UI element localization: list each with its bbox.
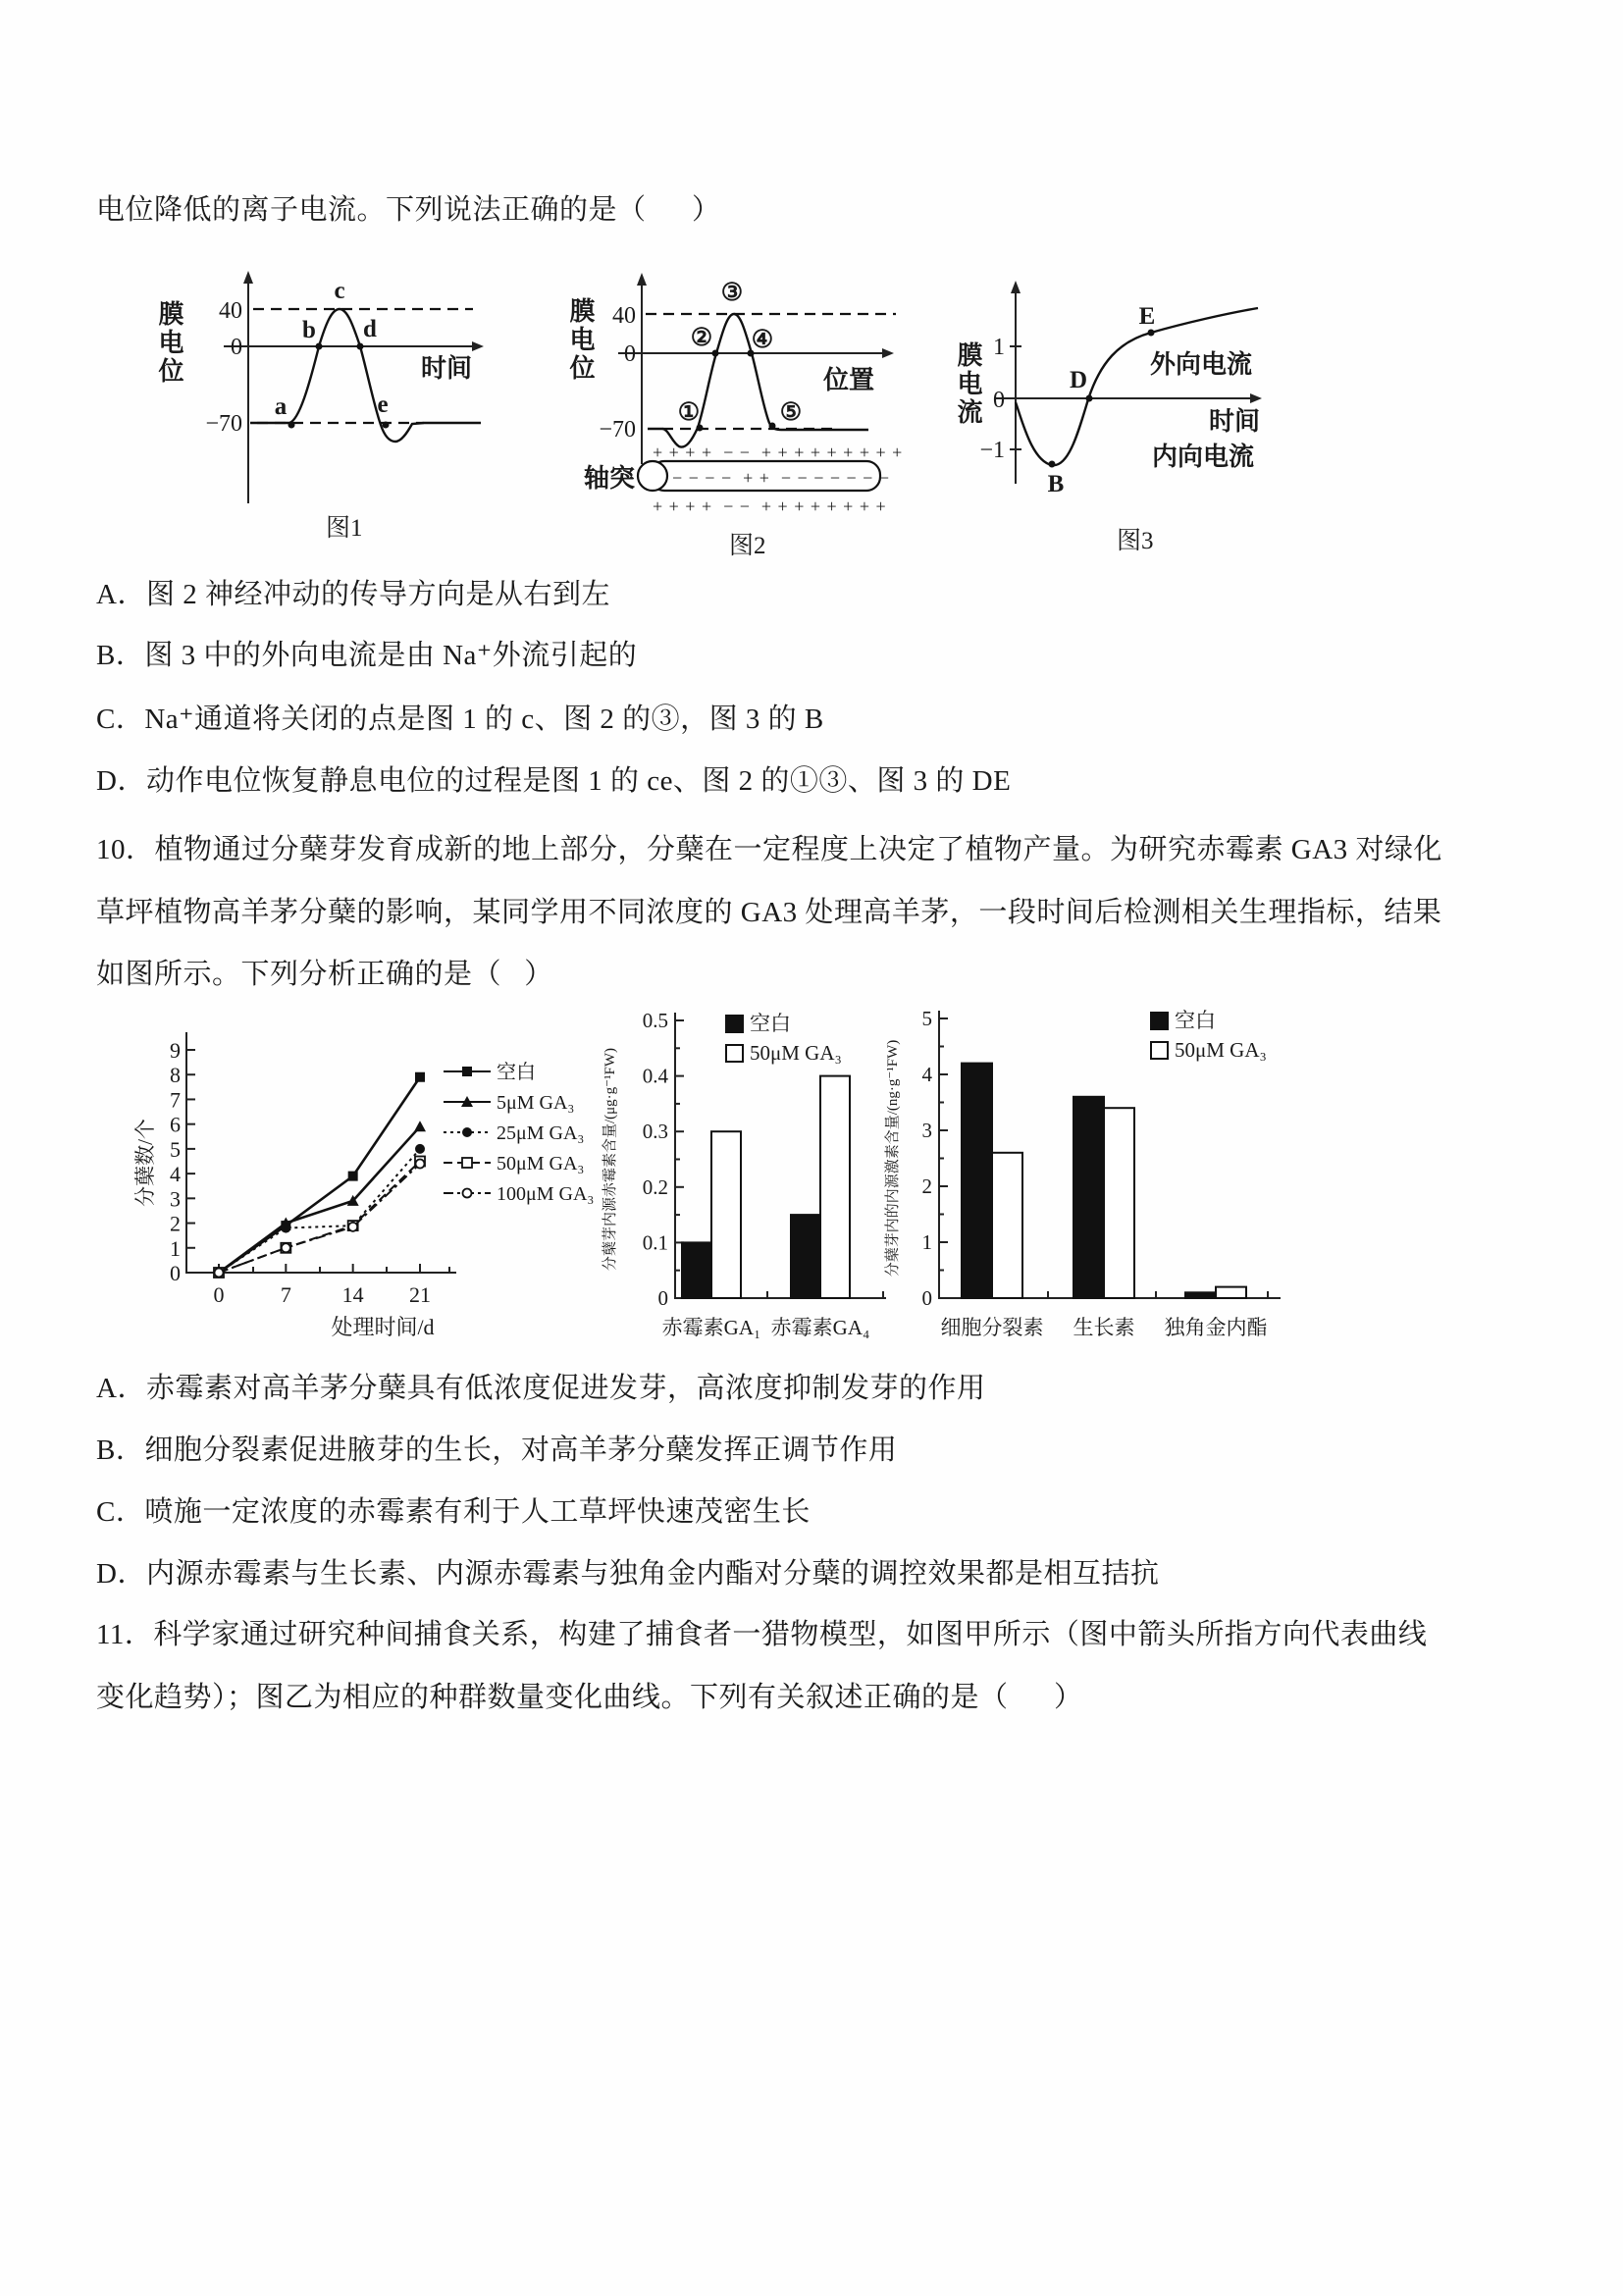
- legend-swatch: [726, 1016, 743, 1032]
- y-tick-label: 9: [170, 1038, 181, 1063]
- fig3-tick-1: 1: [993, 335, 1005, 360]
- legend-swatch: [1151, 1042, 1168, 1059]
- bar-50μM GA₃-0: [711, 1131, 741, 1298]
- y-tick-label: 7: [170, 1087, 181, 1113]
- q11-stem-line-2: 变化趋势）；图乙为相应的种群数量变化曲线。下列有关叙述正确的是（ ）: [96, 1682, 1083, 1713]
- fig1-tick-minus70: −70: [205, 411, 242, 437]
- q10-stem-line-2: 草坪植物高羊茅分蘖的影响，某同学用不同浓度的 GA3 处理高羊茅，一段时间后检测相关生理指标，结果: [96, 897, 1442, 928]
- fig1-point-c: c: [334, 278, 345, 304]
- fig1-tick-0: 0: [231, 335, 242, 360]
- y-tick-label: 8: [170, 1063, 181, 1088]
- category-label: 独角金内酯: [1164, 1316, 1268, 1339]
- legend-label: 空白: [750, 1012, 791, 1035]
- q11-stem-line-1: 11．科学家通过研究种间捕食关系，构建了捕食者一猎物模型，如图甲所示（图中箭头所指方向代表曲线: [96, 1619, 1428, 1650]
- y-axis-label: 分蘖芽内的内源激素含量/(ng·g⁻¹FW): [885, 1039, 901, 1278]
- fig1-point-b: b: [302, 317, 316, 343]
- category-label: 生长素: [1073, 1316, 1135, 1339]
- x-tick-label: 7: [280, 1282, 291, 1307]
- legend-label: 25μM GA₃: [497, 1122, 585, 1144]
- y-tick-label: 0.4: [642, 1064, 668, 1088]
- y-tick-label: 2: [170, 1211, 181, 1236]
- bar-50μM GA₃-1: [1104, 1108, 1134, 1298]
- marker-filled-square: [415, 1072, 425, 1082]
- fig1-curve-dots: [288, 343, 390, 429]
- fig1-point-a: a: [274, 393, 288, 420]
- fig3-dot-E: [1148, 330, 1155, 337]
- bar-50μM GA₃-2: [1216, 1287, 1246, 1298]
- fig1-y-axis-arrow: [243, 271, 253, 284]
- x-tick-label: 21: [409, 1282, 431, 1307]
- fig1-dot-d: [357, 343, 364, 350]
- fig2-x-axis-arrow: [882, 348, 894, 358]
- fig2-point-4: ④: [751, 327, 774, 353]
- figure-3-membrane-current-vs-time: [922, 263, 1315, 557]
- marker-filled-square: [462, 1067, 472, 1076]
- fig3-tick-0: 0: [993, 388, 1005, 413]
- fig2-tick-0: 0: [624, 341, 636, 367]
- fig1-x-axis-label: 时间: [420, 354, 473, 383]
- legend-label: 100μM GA₃: [497, 1183, 595, 1205]
- q10-option-a: A．赤霉素对高羊茅分蘖具有低浓度促进发芽，高浓度抑制发芽的作用: [96, 1373, 986, 1404]
- bar-50μM GA₃-1: [820, 1076, 850, 1298]
- legend-label: 50μM GA₃: [497, 1153, 585, 1174]
- y-tick-label: 1: [170, 1235, 181, 1261]
- fig1-dot-b: [316, 343, 323, 350]
- y-tick-label: 3: [921, 1119, 932, 1142]
- x-tick-label: 0: [213, 1282, 225, 1307]
- fig2-dot-2: [712, 350, 719, 357]
- fig2-y-axis-label: 膜电位: [566, 297, 595, 383]
- fig2-y-axis-arrow: [637, 273, 647, 286]
- chart-tiller-number-line-chart: [98, 1001, 608, 1344]
- q9-option-a: A．图 2 神经冲动的传导方向是从右到左: [96, 579, 610, 610]
- x-tick-label: 14: [341, 1282, 364, 1307]
- y-tick-label: 0: [657, 1286, 668, 1310]
- q10-option-b: B．细胞分裂素促进腋芽的生长，对高羊茅分蘖发挥正调节作用: [96, 1435, 898, 1466]
- y-tick-label: 0.1: [642, 1230, 668, 1255]
- category-label: 赤霉素GA₁: [661, 1316, 761, 1339]
- fig2-axon-end-cap: [638, 461, 667, 491]
- bar-空白-1: [1073, 1097, 1104, 1298]
- bar-空白-0: [962, 1064, 992, 1298]
- marker-filled-circle: [281, 1224, 290, 1233]
- fig3-caption: 图3: [1117, 528, 1154, 554]
- y-tick-label: 4: [921, 1063, 932, 1086]
- legend-label: 5μM GA₃: [497, 1092, 575, 1114]
- y-tick-label: 0.2: [642, 1174, 668, 1199]
- marker-open-circle: [416, 1160, 425, 1169]
- fig3-x-axis-arrow: [1250, 393, 1262, 403]
- line-chart-svg: [98, 1001, 608, 1344]
- bar-chart-1-svg: [589, 996, 913, 1354]
- y-tick-label: 0: [921, 1286, 932, 1310]
- bar-空白-0: [682, 1242, 711, 1298]
- marker-open-circle: [463, 1189, 472, 1198]
- x-axis-label: 处理时间/d: [331, 1315, 435, 1339]
- fig1-point-e: e: [377, 391, 389, 418]
- y-axis-label: 分蘖数/个: [133, 1119, 157, 1207]
- legend-label: 50μM GA₃: [750, 1041, 842, 1065]
- fig2-point-2: ②: [690, 325, 713, 351]
- fig2-charges-above: + + + + − − + + + + + + + + +: [653, 443, 904, 462]
- marker-open-circle: [348, 1223, 357, 1231]
- y-axis-label: 分蘖芽内源赤霉素含量/(μg·g⁻¹FW): [602, 1047, 618, 1272]
- y-tick-label: 4: [170, 1162, 181, 1187]
- marker-open-square: [462, 1158, 472, 1168]
- y-tick-label: 1: [921, 1230, 932, 1254]
- series-line-0: [219, 1077, 420, 1273]
- marker-filled-circle: [462, 1127, 472, 1137]
- category-label: 赤霉素GA₄: [770, 1316, 870, 1339]
- fig2-tick-40: 40: [612, 303, 636, 329]
- q9-option-b: B．图 3 中的外向电流是由 Na⁺外流引起的: [96, 640, 638, 671]
- chart-hormone-content-bar-chart: [873, 996, 1374, 1354]
- y-tick-label: 0.5: [642, 1009, 668, 1032]
- fig1-y-axis-label: 膜电位: [155, 300, 183, 386]
- q9-option-d: D．动作电位恢复静息电位的过程是图 1 的 ce、图 2 的①③、图 3 的 DE: [96, 765, 1012, 797]
- bar-空白-2: [1185, 1292, 1216, 1298]
- fig1-dot-a: [288, 422, 295, 429]
- y-tick-label: 2: [921, 1174, 932, 1198]
- fig2-dot-5: [769, 423, 776, 430]
- legend-label: 50μM GA₃: [1175, 1038, 1267, 1062]
- fig3-point-B: B: [1047, 471, 1065, 497]
- q9-option-c: C．Na⁺通道将关闭的点是图 1 的 c、图 2 的③，图 3 的 B: [96, 704, 824, 735]
- fig3-point-D: D: [1069, 367, 1088, 393]
- series-line-4: [219, 1164, 420, 1273]
- fig2-axon-label: 轴突: [584, 464, 636, 493]
- marker-open-circle: [282, 1243, 290, 1252]
- figure-1-membrane-potential-vs-time: [98, 263, 520, 557]
- q9-stem: 电位降低的离子电流。下列说法正确的是（ ）: [96, 194, 721, 226]
- category-label: 细胞分裂素: [940, 1316, 1044, 1339]
- fig3-dot-B: [1049, 461, 1056, 468]
- marker-filled-square: [348, 1172, 358, 1181]
- fig3-y-axis-label: 膜电流: [954, 341, 982, 427]
- y-tick-label: 3: [170, 1186, 181, 1212]
- bar-空白-1: [791, 1215, 820, 1298]
- figure-2-membrane-potential-vs-position: [515, 263, 927, 567]
- fig1-caption: 图1: [326, 515, 363, 542]
- chart-gibberellin-content-bar-chart: [589, 996, 913, 1354]
- fig3-point-E: E: [1138, 303, 1156, 330]
- legend-swatch: [1151, 1013, 1168, 1029]
- y-tick-label: 0: [170, 1261, 181, 1285]
- fig2-tick-minus70: −70: [599, 417, 636, 443]
- fig2-point-3: ③: [720, 280, 744, 306]
- fig2-point-5: ⑤: [779, 399, 803, 426]
- bar-50μM GA₃-0: [992, 1153, 1022, 1298]
- fig1-dot-e: [383, 422, 390, 429]
- marker-filled-triangle: [414, 1121, 426, 1131]
- fig3-x-axis-label: 时间: [1208, 407, 1261, 436]
- q10-stem-line-3: 如图所示。下列分析正确的是（ ）: [96, 959, 553, 990]
- fig2-point-1: ①: [677, 399, 701, 426]
- marker-filled-circle: [415, 1144, 425, 1154]
- fig3-y-axis-arrow: [1011, 281, 1021, 293]
- fig1-tick-40: 40: [219, 298, 242, 324]
- y-tick-label: 0.3: [642, 1120, 668, 1144]
- fig1-point-d: d: [363, 316, 377, 342]
- marker-open-circle: [215, 1269, 224, 1278]
- series-line-3: [219, 1162, 420, 1274]
- fig3-outward-current-label: 外向电流: [1149, 350, 1253, 379]
- fig3-inward-current-label: 内向电流: [1151, 443, 1255, 471]
- legend-label: 空白: [1175, 1009, 1216, 1032]
- fig2-caption: 图2: [729, 533, 766, 559]
- y-tick-label: 5: [921, 1007, 932, 1030]
- fig2-x-axis-label: 位置: [822, 366, 875, 394]
- legend-label: 空白: [497, 1062, 536, 1083]
- fig1-x-axis-arrow: [472, 341, 484, 351]
- q10-option-c: C．喷施一定浓度的赤霉素有利于人工草坪快速茂密生长: [96, 1496, 811, 1528]
- fig3-dot-D: [1086, 395, 1093, 402]
- fig2-charges-inside: − − − − + + − − − − − − −: [672, 468, 890, 488]
- y-tick-label: 6: [170, 1112, 181, 1137]
- fig3-tick-minus1: −1: [979, 438, 1005, 463]
- legend-swatch: [726, 1045, 743, 1062]
- bar-chart-2-svg: [873, 996, 1374, 1354]
- y-tick-label: 5: [170, 1136, 181, 1162]
- q10-stem-line-1: 10．植物通过分蘖芽发育成新的地上部分，分蘖在一定程度上决定了植物产量。为研究赤霉素 GA3 对绿化: [96, 834, 1442, 865]
- fig2-charges-below: + + + + − − + + + + + + + +: [653, 496, 887, 516]
- q10-option-d: D．内源赤霉素与生长素、内源赤霉素与独角金内酯对分蘖的调控效果都是相互拮抗: [96, 1558, 1160, 1590]
